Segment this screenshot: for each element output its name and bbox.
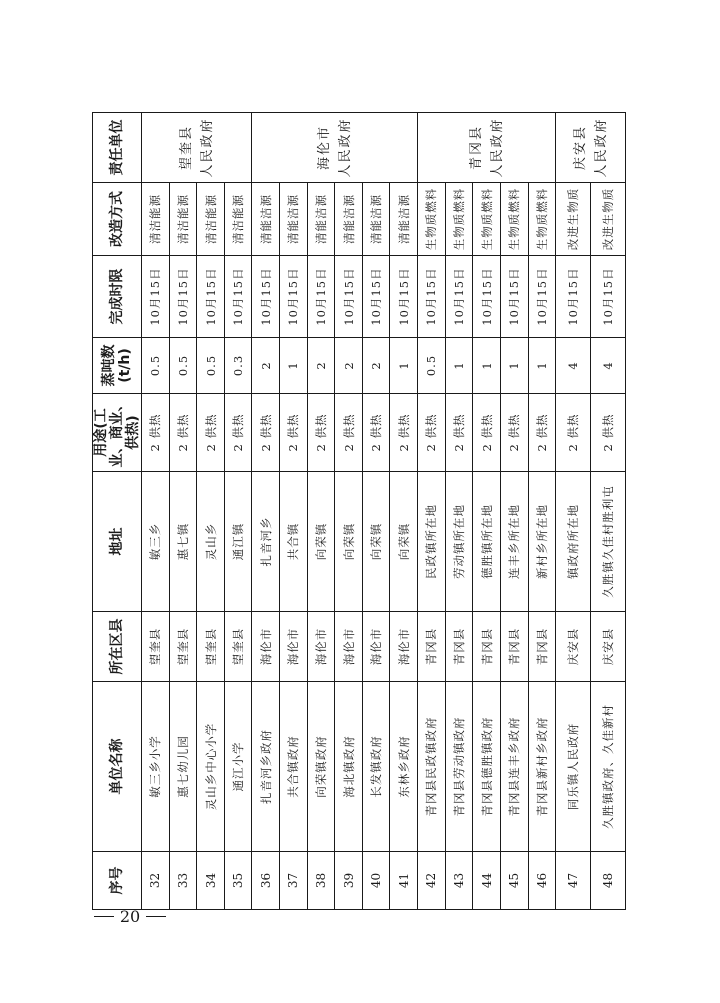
cell-address: 扎音河乡 xyxy=(252,472,280,612)
cell-county: 望奎县 xyxy=(224,612,252,682)
cell-deadline: 10月15日 xyxy=(556,256,591,338)
cell-tons: 4 xyxy=(591,338,626,394)
cell-deadline: 10月15日 xyxy=(197,256,225,338)
cell-address: 民政镇所在地 xyxy=(418,472,446,612)
cell-method: 清洁能源 xyxy=(197,183,225,256)
cell-county: 青冈县 xyxy=(445,612,473,682)
header-tons: 蒸吨数(t/h) xyxy=(93,338,142,394)
cell-seq: 32 xyxy=(142,852,170,910)
cell-seq: 36 xyxy=(252,852,280,910)
cell-seq: 45 xyxy=(500,852,528,910)
cell-method: 清能洁源 xyxy=(252,183,280,256)
cell-deadline: 10月15日 xyxy=(390,256,418,338)
cell-unit-name: 长发镇政府 xyxy=(362,682,390,852)
cell-unit-name: 东林乡政府 xyxy=(390,682,418,852)
table-row xyxy=(556,113,591,910)
cell-address: 劳动镇所在地 xyxy=(445,472,473,612)
table-row xyxy=(252,113,280,910)
cell-use: 2 供热 xyxy=(252,394,280,472)
cell-use: 2 供热 xyxy=(224,394,252,472)
cell-use: 2 供热 xyxy=(418,394,446,472)
header-address: 地址 xyxy=(93,472,142,612)
cell-method: 清能洁源 xyxy=(390,183,418,256)
header-responsible: 责任单位 xyxy=(93,113,142,183)
table-body xyxy=(142,113,626,910)
cell-method: 生物质燃料 xyxy=(528,183,556,256)
cell-tons: 1 xyxy=(280,338,308,394)
cell-seq: 40 xyxy=(362,852,390,910)
header-seq: 序号 xyxy=(93,852,142,910)
cell-tons: 0.3 xyxy=(224,338,252,394)
cell-address: 连丰乡所在地 xyxy=(500,472,528,612)
table-row xyxy=(197,113,225,910)
table-row xyxy=(473,113,501,910)
cell-tons: 0.5 xyxy=(169,338,197,394)
cell-method: 生物质燃料 xyxy=(500,183,528,256)
cell-address: 镇政府所在地 xyxy=(556,472,591,612)
cell-unit-name: 惠七幼儿园 xyxy=(169,682,197,852)
cell-unit-name: 青冈县德胜镇政府 xyxy=(473,682,501,852)
header-row xyxy=(93,113,142,910)
cell-tons: 2 xyxy=(335,338,363,394)
responsible-line-2: 人民政府 xyxy=(199,117,215,178)
header-unit-name: 单位名称 xyxy=(93,682,142,852)
cell-use: 2 供热 xyxy=(556,394,591,472)
cell-deadline: 10月15日 xyxy=(224,256,252,338)
responsible-line-1: 青冈县 xyxy=(468,125,484,171)
cell-county: 青冈县 xyxy=(500,612,528,682)
cell-county: 望奎县 xyxy=(197,612,225,682)
cell-method: 清洁能源 xyxy=(224,183,252,256)
cell-unit-name: 通江小学 xyxy=(224,682,252,852)
cell-deadline: 10月15日 xyxy=(307,256,335,338)
cell-deadline: 10月15日 xyxy=(500,256,528,338)
cell-responsible xyxy=(252,113,418,183)
cell-county: 青冈县 xyxy=(528,612,556,682)
cell-deadline: 10月15日 xyxy=(362,256,390,338)
cell-seq: 33 xyxy=(169,852,197,910)
cell-tons: 0.5 xyxy=(197,338,225,394)
table-row xyxy=(418,113,446,910)
cell-tons: 0.5 xyxy=(142,338,170,394)
cell-unit-name: 青冈县连丰乡政府 xyxy=(500,682,528,852)
cell-responsible xyxy=(418,113,556,183)
cell-county: 望奎县 xyxy=(142,612,170,682)
cell-tons: 2 xyxy=(307,338,335,394)
table-row xyxy=(224,113,252,910)
cell-seq: 38 xyxy=(307,852,335,910)
responsible-line-2: 人民政府 xyxy=(593,117,609,178)
cell-method: 清能洁源 xyxy=(307,183,335,256)
cell-use: 2 供热 xyxy=(307,394,335,472)
cell-use: 2 供热 xyxy=(500,394,528,472)
table-row xyxy=(169,113,197,910)
cell-county: 庆安县 xyxy=(556,612,591,682)
cell-method: 清洁能源 xyxy=(169,183,197,256)
table-row xyxy=(362,113,390,910)
cell-seq: 42 xyxy=(418,852,446,910)
table-row xyxy=(307,113,335,910)
cell-use: 2 供热 xyxy=(142,394,170,472)
cell-use: 2 供热 xyxy=(280,394,308,472)
cell-address: 共合镇 xyxy=(280,472,308,612)
boiler-renovation-table xyxy=(92,112,626,910)
cell-deadline: 10月15日 xyxy=(335,256,363,338)
cell-tons: 1 xyxy=(500,338,528,394)
cell-seq: 37 xyxy=(280,852,308,910)
cell-use: 2 供热 xyxy=(390,394,418,472)
cell-tons: 4 xyxy=(556,338,591,394)
cell-address: 惠七镇 xyxy=(169,472,197,612)
cell-tons: 1 xyxy=(528,338,556,394)
cell-method: 生物质燃料 xyxy=(473,183,501,256)
cell-tons: 1 xyxy=(473,338,501,394)
cell-address: 久胜镇久佳村胜利屯 xyxy=(591,472,626,612)
cell-deadline: 10月15日 xyxy=(445,256,473,338)
cell-use: 2 供热 xyxy=(169,394,197,472)
cell-address: 向荣镇 xyxy=(335,472,363,612)
cell-method: 清能洁源 xyxy=(362,183,390,256)
table-row xyxy=(390,113,418,910)
cell-method: 改进生物质 xyxy=(591,183,626,256)
cell-county: 海伦市 xyxy=(390,612,418,682)
cell-method: 清能洁源 xyxy=(280,183,308,256)
cell-county: 青冈县 xyxy=(418,612,446,682)
cell-seq: 41 xyxy=(390,852,418,910)
cell-address: 向荣镇 xyxy=(390,472,418,612)
cell-county: 海伦市 xyxy=(362,612,390,682)
cell-tons: 2 xyxy=(362,338,390,394)
cell-unit-name: 青冈县民政镇政府 xyxy=(418,682,446,852)
cell-use: 2 供热 xyxy=(362,394,390,472)
cell-method: 改进生物质 xyxy=(556,183,591,256)
cell-deadline: 10月15日 xyxy=(473,256,501,338)
rotated-table-wrapper xyxy=(92,113,626,910)
cell-seq: 34 xyxy=(197,852,225,910)
cell-address: 通江镇 xyxy=(224,472,252,612)
page-number-text: 20 xyxy=(119,906,141,926)
cell-county: 海伦市 xyxy=(252,612,280,682)
cell-unit-name: 敏三乡小学 xyxy=(142,682,170,852)
cell-method: 生物质燃料 xyxy=(418,183,446,256)
cell-deadline: 10月15日 xyxy=(528,256,556,338)
cell-use: 2 供热 xyxy=(528,394,556,472)
responsible-line-1: 庆安县 xyxy=(572,125,588,171)
cell-county: 海伦市 xyxy=(335,612,363,682)
responsible-line-1: 望奎县 xyxy=(178,125,194,171)
cell-county: 望奎县 xyxy=(169,612,197,682)
cell-seq: 48 xyxy=(591,852,626,910)
cell-deadline: 10月15日 xyxy=(142,256,170,338)
cell-use: 2 供热 xyxy=(445,394,473,472)
cell-use: 2 供热 xyxy=(473,394,501,472)
cell-unit-name: 共合镇政府 xyxy=(280,682,308,852)
cell-use: 2 供热 xyxy=(335,394,363,472)
cell-seq: 47 xyxy=(556,852,591,910)
header-method: 改造方式 xyxy=(93,183,142,256)
table-row xyxy=(528,113,556,910)
page-number-dash-right xyxy=(146,916,166,917)
cell-responsible xyxy=(142,113,252,183)
cell-address: 德胜镇所在地 xyxy=(473,472,501,612)
cell-unit-name: 同乐镇人民政府 xyxy=(556,682,591,852)
cell-address: 向荣镇 xyxy=(362,472,390,612)
cell-method: 清能洁源 xyxy=(335,183,363,256)
cell-unit-name: 青冈县劳动镇政府 xyxy=(445,682,473,852)
responsible-line-2: 人民政府 xyxy=(489,117,505,178)
table-row xyxy=(142,113,170,910)
cell-tons: 0.5 xyxy=(418,338,446,394)
cell-seq: 44 xyxy=(473,852,501,910)
cell-seq: 43 xyxy=(445,852,473,910)
cell-seq: 46 xyxy=(528,852,556,910)
header-county: 所在区县 xyxy=(93,612,142,682)
cell-county: 海伦市 xyxy=(307,612,335,682)
cell-seq: 35 xyxy=(224,852,252,910)
table-row xyxy=(445,113,473,910)
table-row xyxy=(335,113,363,910)
table-row xyxy=(500,113,528,910)
cell-use: 2 供热 xyxy=(591,394,626,472)
cell-method: 生物质燃料 xyxy=(445,183,473,256)
table-row xyxy=(591,113,626,910)
responsible-line-2: 人民政府 xyxy=(337,117,353,178)
cell-tons: 1 xyxy=(445,338,473,394)
responsible-line-1: 海伦市 xyxy=(316,125,332,171)
cell-unit-name: 灵山乡中心小学 xyxy=(197,682,225,852)
cell-deadline: 10月15日 xyxy=(169,256,197,338)
cell-address: 敏三乡 xyxy=(142,472,170,612)
cell-tons: 2 xyxy=(252,338,280,394)
cell-address: 向荣镇 xyxy=(307,472,335,612)
cell-seq: 39 xyxy=(335,852,363,910)
cell-use: 2 供热 xyxy=(197,394,225,472)
header-use: 用途(工业、商业、供热) xyxy=(93,394,142,472)
header-deadline: 完成时限 xyxy=(93,256,142,338)
cell-unit-name: 向荣镇政府 xyxy=(307,682,335,852)
cell-deadline: 10月15日 xyxy=(252,256,280,338)
cell-county: 海伦市 xyxy=(280,612,308,682)
table-row xyxy=(280,113,308,910)
cell-deadline: 10月15日 xyxy=(418,256,446,338)
cell-deadline: 10月15日 xyxy=(280,256,308,338)
cell-unit-name: 海北镇政府 xyxy=(335,682,363,852)
cell-responsible xyxy=(556,113,626,183)
cell-county: 青冈县 xyxy=(473,612,501,682)
cell-address: 灵山乡 xyxy=(197,472,225,612)
cell-tons: 1 xyxy=(390,338,418,394)
cell-method: 清洁能源 xyxy=(142,183,170,256)
cell-unit-name: 扎音河乡政府 xyxy=(252,682,280,852)
page-number-dash-left xyxy=(94,916,114,917)
cell-deadline: 10月15日 xyxy=(591,256,626,338)
cell-address: 新村乡所在地 xyxy=(528,472,556,612)
cell-unit-name: 青冈县新村乡政府 xyxy=(528,682,556,852)
cell-unit-name: 久胜镇政府、久佳新村 xyxy=(591,682,626,852)
cell-county: 庆安县 xyxy=(591,612,626,682)
